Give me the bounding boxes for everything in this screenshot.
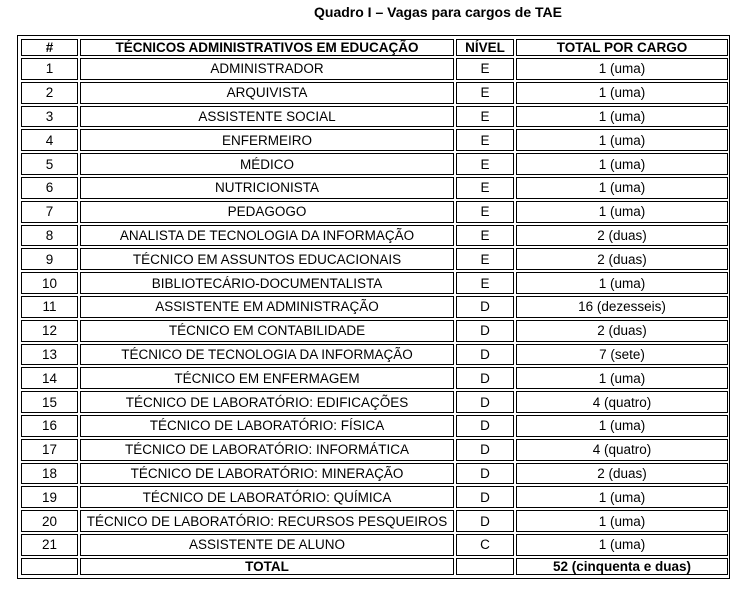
table-total-row xyxy=(21,558,728,575)
row-number: 20 xyxy=(21,510,78,532)
table-row xyxy=(21,58,728,80)
table-row xyxy=(21,320,728,342)
row-number: 17 xyxy=(21,439,78,461)
row-position: TÉCNICO EM ASSUNTOS EDUCACIONAIS xyxy=(80,248,454,270)
total-level-empty xyxy=(456,558,514,575)
row-number: 9 xyxy=(21,248,78,270)
row-position: TÉCNICO DE LABORATÓRIO: FÍSICA xyxy=(80,415,454,437)
row-total: 2 (duas) xyxy=(516,463,728,485)
row-position: ANALISTA DE TECNOLOGIA DA INFORMAÇÃO xyxy=(80,225,454,247)
row-level: C xyxy=(456,534,514,556)
table-row xyxy=(21,344,728,366)
row-total: 1 (uma) xyxy=(516,177,728,199)
row-total: 2 (duas) xyxy=(516,248,728,270)
row-position: ASSISTENTE SOCIAL xyxy=(80,106,454,128)
row-position: TÉCNICO DE LABORATÓRIO: EDIFICAÇÕES xyxy=(80,391,454,413)
row-level: D xyxy=(456,320,514,342)
row-position: TÉCNICO DE LABORATÓRIO: INFORMÁTICA xyxy=(80,439,454,461)
row-number: 1 xyxy=(21,58,78,80)
row-total: 1 (uma) xyxy=(516,486,728,508)
row-level: E xyxy=(456,177,514,199)
table-row xyxy=(21,129,728,151)
row-number: 2 xyxy=(21,82,78,104)
table-row xyxy=(21,415,728,437)
table-row xyxy=(21,225,728,247)
row-level: E xyxy=(456,201,514,223)
row-number: 3 xyxy=(21,106,78,128)
row-level: D xyxy=(456,367,514,389)
vacancies-table xyxy=(19,37,730,577)
row-position: ARQUIVISTA xyxy=(80,82,454,104)
row-total: 1 (uma) xyxy=(516,272,728,294)
table-header-row xyxy=(21,39,728,56)
row-level: E xyxy=(456,129,514,151)
total-label: TOTAL xyxy=(80,558,454,575)
row-number: 11 xyxy=(21,296,78,318)
row-level: E xyxy=(456,82,514,104)
row-position: PEDAGOGO xyxy=(80,201,454,223)
row-position: MÉDICO xyxy=(80,153,454,175)
row-position: TÉCNICO DE LABORATÓRIO: QUÍMICA xyxy=(80,486,454,508)
header-level: NÍVEL xyxy=(456,39,514,56)
row-level: D xyxy=(456,415,514,437)
row-position: ADMINISTRADOR xyxy=(80,58,454,80)
table-caption: Quadro I – Vagas para cargos de TAE xyxy=(314,4,562,20)
table-row xyxy=(21,439,728,461)
row-level: E xyxy=(456,58,514,80)
row-number: 12 xyxy=(21,320,78,342)
table-row xyxy=(21,510,728,532)
table-row xyxy=(21,463,728,485)
row-total: 4 (quatro) xyxy=(516,391,728,413)
row-total: 1 (uma) xyxy=(516,106,728,128)
row-level: D xyxy=(456,463,514,485)
table-row xyxy=(21,296,728,318)
row-number: 6 xyxy=(21,177,78,199)
row-number: 16 xyxy=(21,415,78,437)
row-position: ASSISTENTE EM ADMINISTRAÇÃO xyxy=(80,296,454,318)
table-body xyxy=(21,58,728,556)
row-total: 1 (uma) xyxy=(516,415,728,437)
table-row xyxy=(21,82,728,104)
table-row xyxy=(21,486,728,508)
header-total: TOTAL POR CARGO xyxy=(516,39,728,56)
row-number: 21 xyxy=(21,534,78,556)
table-row xyxy=(21,534,728,556)
row-position: NUTRICIONISTA xyxy=(80,177,454,199)
row-position: ENFERMEIRO xyxy=(80,129,454,151)
total-number-empty xyxy=(21,558,78,575)
row-level: E xyxy=(456,272,514,294)
row-position: TÉCNICO DE LABORATÓRIO: RECURSOS PESQUEIROS xyxy=(80,510,454,532)
table-row xyxy=(21,272,728,294)
row-total: 1 (uma) xyxy=(516,201,728,223)
row-level: D xyxy=(456,510,514,532)
row-level: E xyxy=(456,153,514,175)
table-row xyxy=(21,106,728,128)
vacancies-table-frame xyxy=(17,35,730,579)
row-number: 8 xyxy=(21,225,78,247)
row-total: 1 (uma) xyxy=(516,58,728,80)
row-total: 1 (uma) xyxy=(516,82,728,104)
row-level: E xyxy=(456,248,514,270)
row-total: 1 (uma) xyxy=(516,367,728,389)
row-total: 7 (sete) xyxy=(516,344,728,366)
row-number: 13 xyxy=(21,344,78,366)
row-total: 16 (dezesseis) xyxy=(516,296,728,318)
row-total: 1 (uma) xyxy=(516,129,728,151)
row-number: 18 xyxy=(21,463,78,485)
row-level: D xyxy=(456,344,514,366)
row-position: TÉCNICO DE TECNOLOGIA DA INFORMAÇÃO xyxy=(80,344,454,366)
table-row xyxy=(21,367,728,389)
row-total: 2 (duas) xyxy=(516,320,728,342)
row-level: D xyxy=(456,439,514,461)
row-level: E xyxy=(456,106,514,128)
row-number: 14 xyxy=(21,367,78,389)
row-number: 15 xyxy=(21,391,78,413)
row-level: E xyxy=(456,225,514,247)
header-position: TÉCNICOS ADMINISTRATIVOS EM EDUCAÇÃO xyxy=(80,39,454,56)
table-row xyxy=(21,391,728,413)
row-position: TÉCNICO EM CONTABILIDADE xyxy=(80,320,454,342)
table-row xyxy=(21,248,728,270)
row-number: 7 xyxy=(21,201,78,223)
row-level: D xyxy=(456,296,514,318)
header-number: # xyxy=(21,39,78,56)
row-level: D xyxy=(456,486,514,508)
total-value: 52 (cinquenta e duas) xyxy=(516,558,728,575)
row-number: 5 xyxy=(21,153,78,175)
row-number: 4 xyxy=(21,129,78,151)
row-total: 4 (quatro) xyxy=(516,439,728,461)
row-position: TÉCNICO DE LABORATÓRIO: MINERAÇÃO xyxy=(80,463,454,485)
row-total: 1 (uma) xyxy=(516,534,728,556)
row-total: 2 (duas) xyxy=(516,225,728,247)
row-position: BIBLIOTECÁRIO-DOCUMENTALISTA xyxy=(80,272,454,294)
row-number: 10 xyxy=(21,272,78,294)
table-row xyxy=(21,177,728,199)
row-number: 19 xyxy=(21,486,78,508)
row-position: TÉCNICO EM ENFERMAGEM xyxy=(80,367,454,389)
row-position: ASSISTENTE DE ALUNO xyxy=(80,534,454,556)
table-row xyxy=(21,201,728,223)
row-total: 1 (uma) xyxy=(516,153,728,175)
row-level: D xyxy=(456,391,514,413)
row-total: 1 (uma) xyxy=(516,510,728,532)
table-row xyxy=(21,153,728,175)
